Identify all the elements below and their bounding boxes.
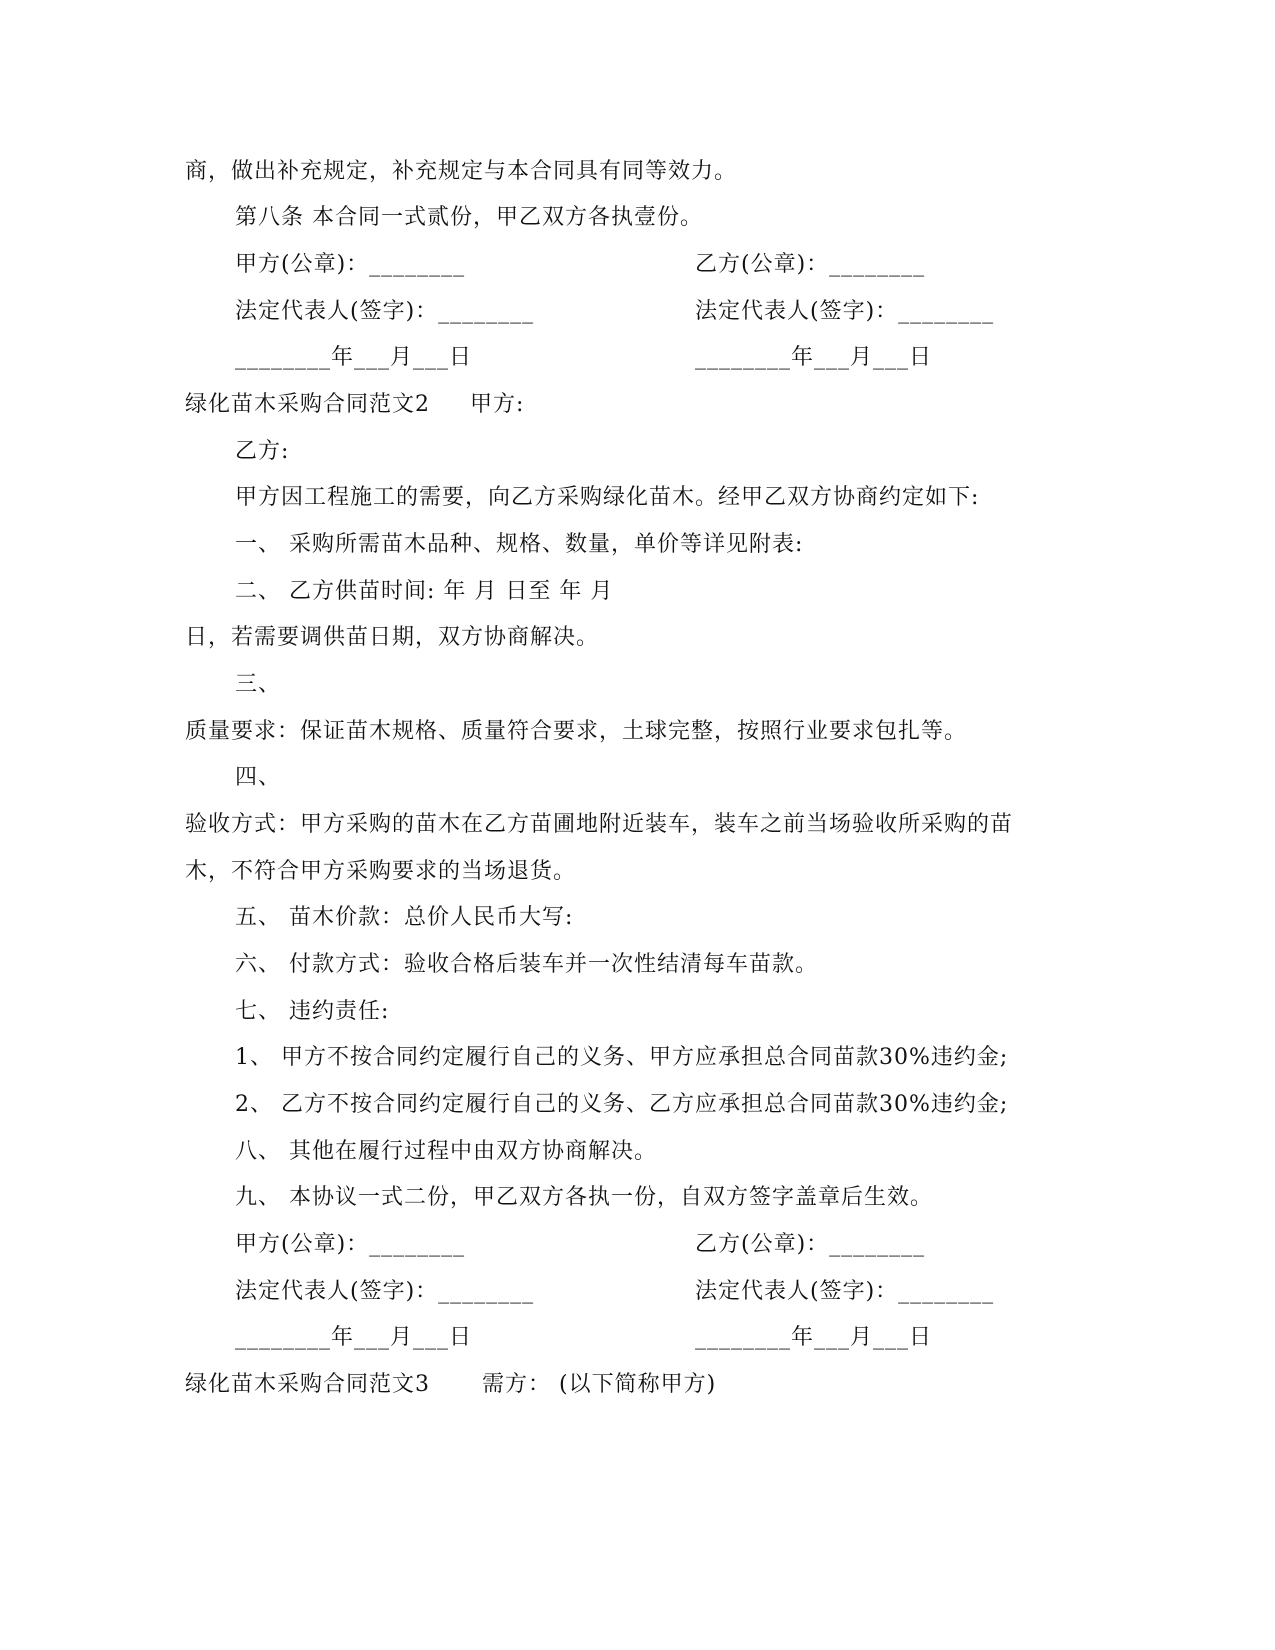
party-b-date: ________年___月___日	[695, 345, 933, 370]
section-heading-2	[185, 385, 524, 425]
para-line: 商，做出补充规定，补充规定与本合同具有同等效力。	[185, 159, 738, 184]
party-a-label: 甲方:	[470, 392, 525, 417]
party-a-rep: 法定代表人(签字)：________	[235, 299, 535, 324]
clause-2: 二、 乙方供苗时间: 年 月 日至 年 月	[235, 579, 614, 604]
party-b-rep: 法定代表人(签字)：________	[695, 1279, 995, 1304]
party-b-seal: 乙方(公章)：________	[695, 1232, 926, 1257]
party-a-seal: 甲方(公章)：________	[235, 252, 466, 277]
section-heading-3	[185, 1365, 716, 1405]
clause-6: 六、 付款方式：验收合格后装车并一次性结清每车苗款。	[235, 952, 818, 977]
clause-3: 三、	[235, 672, 282, 697]
clause-4: 四、	[235, 765, 282, 790]
party-a-date: ________年___月___日	[235, 1325, 473, 1350]
section-title: 绿化苗木采购合同范文3	[185, 1372, 430, 1397]
para-line: 质量要求：保证苗木规格、质量符合要求，土球完整，按照行业要求包扎等。	[185, 719, 968, 744]
clause-7: 七、 违约责任:	[235, 999, 390, 1024]
clause-9: 九、 本协议一式二份，甲乙双方各执一份，自双方签字盖章后生效。	[235, 1185, 933, 1210]
party-b-label: 乙方:	[235, 439, 290, 464]
para-line: 甲方因工程施工的需要，向乙方采购绿化苗木。经甲乙双方协商约定如下:	[235, 485, 980, 510]
party-b-rep: 法定代表人(签字)：________	[695, 299, 995, 324]
clause-5: 五、 苗木价款：总价人民币大写:	[235, 905, 574, 930]
party-b-seal: 乙方(公章)：________	[695, 252, 926, 277]
party-a-date: ________年___月___日	[235, 345, 473, 370]
para-line: 日，若需要调供苗日期，双方协商解决。	[185, 625, 600, 650]
section-title: 绿化苗木采购合同范文2	[185, 392, 430, 417]
sub-clause-1: 1、 甲方不按合同约定履行自己的义务、甲方应承担总合同苗款30%违约金;	[235, 1045, 1009, 1070]
party-a-seal: 甲方(公章)：________	[235, 1232, 466, 1257]
party-a-rep: 法定代表人(签字)：________	[235, 1279, 535, 1304]
para-line: 木，不符合甲方采购要求的当场退货。	[185, 859, 577, 884]
party-b-date: ________年___月___日	[695, 1325, 933, 1350]
article-eight: 第八条 本合同一式贰份，甲乙双方各执壹份。	[235, 205, 703, 230]
clause-8: 八、 其他在履行过程中由双方协商解决。	[235, 1139, 657, 1164]
buyer-label: 需方： (以下简称甲方)	[482, 1372, 717, 1397]
sub-clause-2: 2、 乙方不按合同约定履行自己的义务、乙方应承担总合同苗款30%违约金;	[235, 1092, 1009, 1117]
clause-1: 一、 采购所需苗木品种、规格、数量，单价等详见附表:	[235, 532, 804, 557]
para-line: 验收方式：甲方采购的苗木在乙方苗圃地附近装车，装车之前当场验收所采购的苗	[185, 812, 1014, 837]
